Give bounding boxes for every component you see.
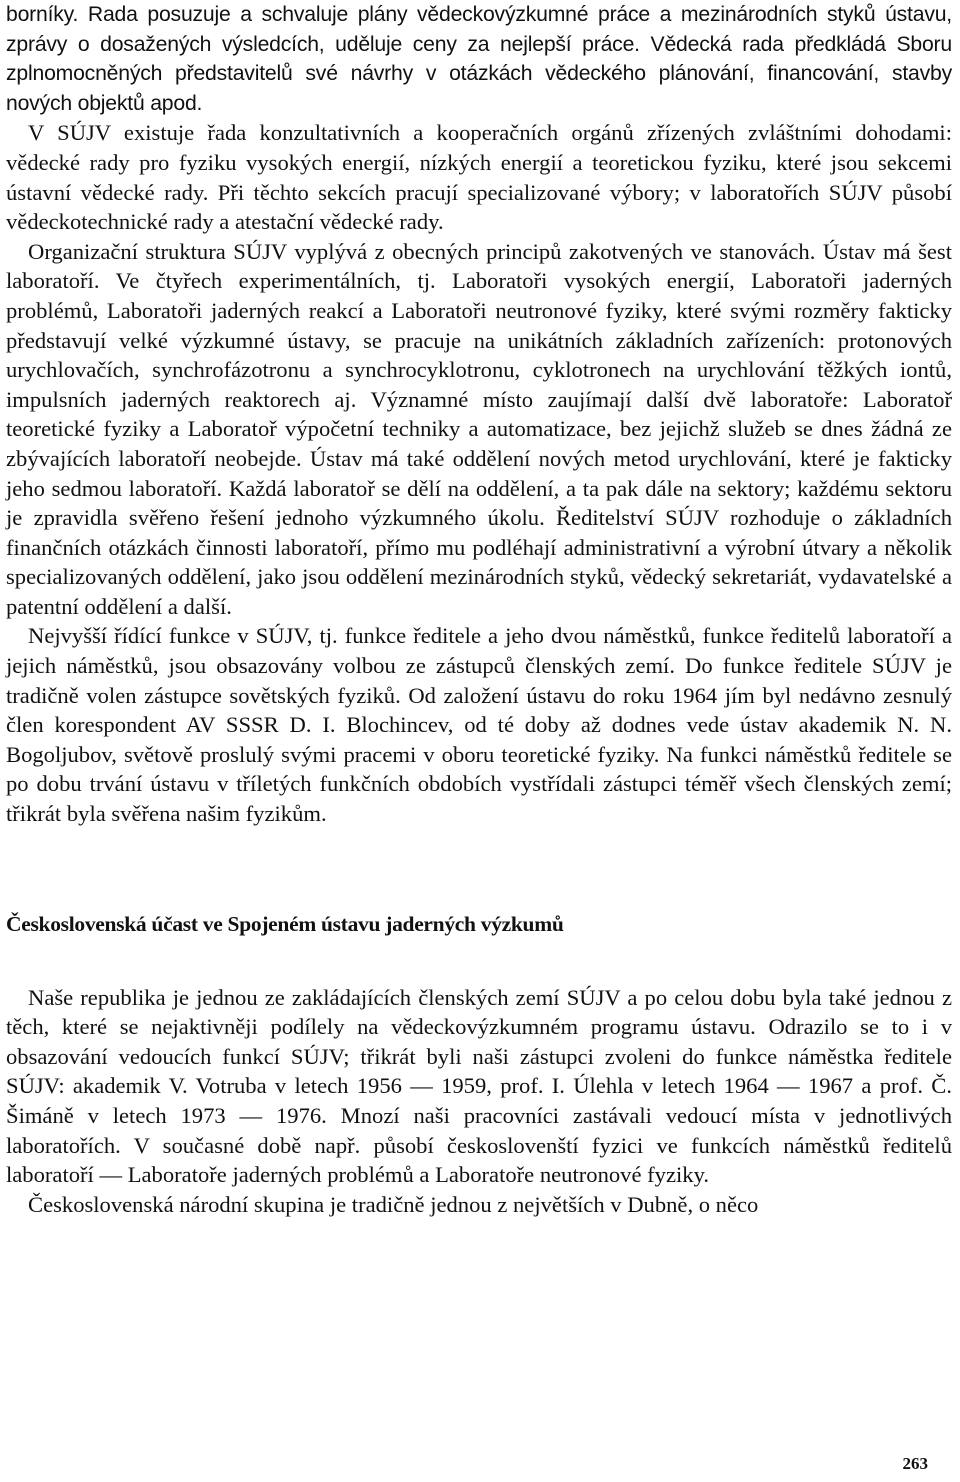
paragraph-national-group: Československá národní skupina je tradičně jednou z největších v Dubně, o něco — [28, 1191, 759, 1217]
paragraph-consultative-bodies: V SÚJV existuje řada konzultativních a kooperačních orgánů zřízených zvláštními dohodami: vědecké rady pro fyziku vysokých energií, nízkých energií a teoretickou fyziku, které jsou sekcemi ústavní vědecké rady. Při těchto sekcích pracují specializované výbory; v laboratořích SÚJV působí vědeckotechnické rady a atestační vědecké rady. — [6, 120, 952, 235]
paragraph-organizational-structure: Organizační struktura SÚJV vyplývá z obecných principů zakotvených ve stanovách. Ústav má šest laboratoří. Ve čtyřech experimentálních, tj. Laboratoři vysokých energií, Laboratoři jaderných problémů, Laboratoři jaderných reakcí a Laboratoři neutronové fyziky, které svými rozměry fakticky představují velké výzkumné ústavy, se pracuje na unikátních základních zařízeních: protonových urychlovačích, synchrofázotronu a synchrocyklotronu, cyklotronech na urychlování těžkých iontů, impulsních jaderných reaktorech aj. Významné místo zaujímají další dvě laboratoře: Laboratoř teoretické fyziky a Laboratoř výpočetní techniky a automatizace, bez jejichž služeb se dnes žádná ze zbývajících laboratoří neobejde. Ústav má také oddělení nových metod urychlování, které je fakticky jeho sedmou laboratoří. Každá laboratoř se dělí na oddělení, a ta pak dále na sektory; každému sektoru je zpravidla svěřeno řešení jednoho výzkumného úkolu. Ředitelství SÚJV rozhoduje o základních finančních otázkách činnosti laboratoří, přímo mu podléhají administrativní a výrobní útvary a několik specializovaných oddělení, jako jsou oddělení mezinárodních styků, vědecký sekretariát, vydavatelské a patentní oddělení a další. — [6, 238, 952, 619]
page-number: 263 — [902, 1454, 928, 1473]
paragraph-leadership-functions: Nejvyšší řídící funkce v SÚJV, tj. funkce ředitele a jeho dvou náměstků, funkce ředitelů laboratoří a jejich náměstků, jsou obsazovány volbou ze zástupců členských zemí. Do funkce ředitele SÚJV je tradičně volen zástupce sovětských fyziků. Od založení ústavu do roku 1964 jím byl nedávno zesnulý člen korespondent AV SSSR D. I. Blochincev, od té doby až dodnes vede ústav akademik N. N. Bogoljubov, světově proslulý svými pracemi v oboru teoretické fyziky. Na funkci náměstků ředitele se po dobu trvání ústavu v tříletých funkčních obdobích vystřídali zástupci téměř všech členských zemí; třikrát byla svěřena našim fyzikům. — [6, 623, 952, 827]
section-heading: Československá účast ve Spojeném ústavu jaderných výzkumů — [6, 911, 564, 936]
paragraph-czechoslovak-participation: Naše republika je jednou ze zakládajících členských zemí SÚJV a po celou dobu byla také jednou z těch, které se nejaktivněji podílely na vědeckovýzkumném programu ústavu. Odrazilo se to i v obsazování vedoucích funkcí SÚJV; třikrát byli naši zástupci zvoleni do funkce náměstka ředitele SÚJV: akademik V. Votruba v letech 1956 — 1959, prof. I. Úlehla v letech 1964 — 1967 a prof. Č. Šimáně v letech 1973 — 1976. Mnozí naši pracovníci zastávali vedoucí místa v jednotlivých laboratořích. V současné době např. působí českoslovenští fyzici ve funkcích náměstků ředitelů laboratoří — Laboratoře jaderných problémů a Laboratoře neutronové fyziky. — [6, 984, 952, 1188]
paragraph-scientific-council: borníky. Rada posuzuje a schvaluje plány vědeckovýzkumné práce a mezinárodních styků ústavu, zprávy o dosažených výsledcích, uděluje ceny za nejlepší práce. Vědecká rada předkládá Sboru zplnomocněných představitelů své návrhy v otázkách vědeckého plánování, financování, stavby nových objektů apod. — [6, 3, 952, 115]
document-page — [6, 0, 952, 1219]
